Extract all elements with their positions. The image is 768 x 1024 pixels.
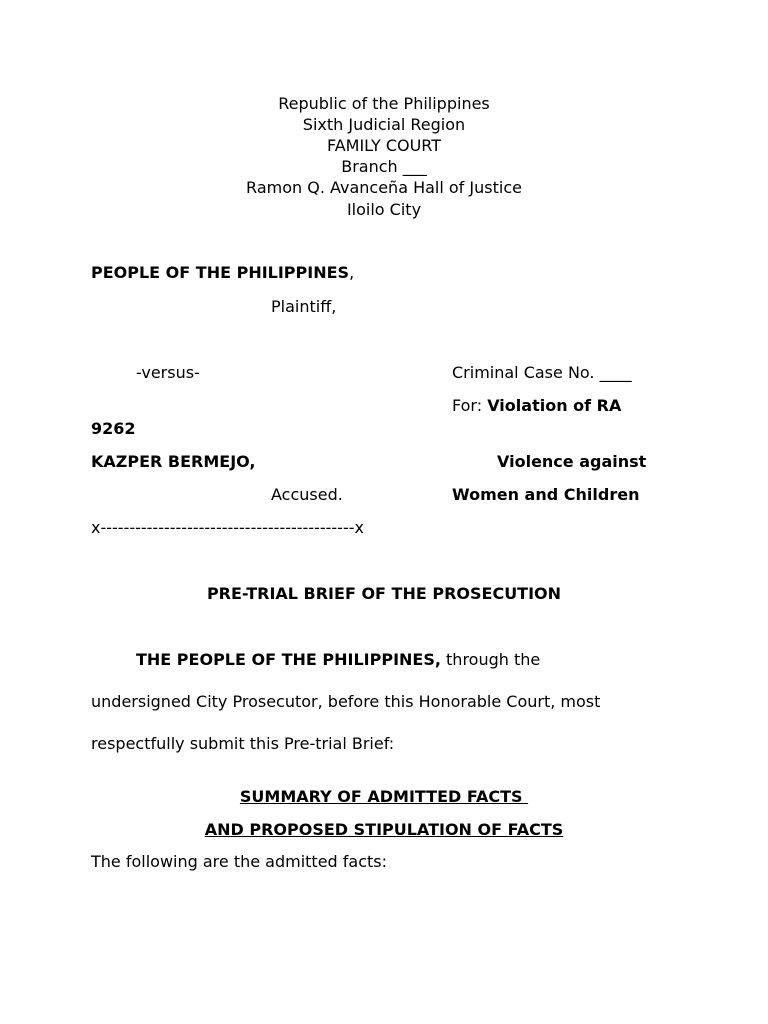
for-label: For: <box>452 396 488 415</box>
header-republic: Republic of the Philippines <box>278 94 490 113</box>
accused-name: KAZPER BERMEJO, <box>91 452 256 471</box>
versus-text: -versus- <box>136 363 200 382</box>
section-heading-2-text: AND PROPOSED STIPULATION OF FACTS <box>204 820 564 839</box>
offense-wrap: 9262 <box>91 419 136 438</box>
header-region: Sixth Judicial Region <box>302 115 466 134</box>
offense-line3: Women and Children <box>452 485 640 504</box>
intro-line3: respectfully submit this Pre-trial Brief: <box>91 734 395 753</box>
header-hall: Ramon Q. Avanceña Hall of Justice <box>246 178 522 197</box>
intro-line1 <box>136 649 540 670</box>
offense-line1: Violation of RA <box>487 396 622 415</box>
offense-line <box>452 395 621 416</box>
header-city: Iloilo City <box>346 200 422 219</box>
plaintiff-role: Plaintiff, <box>271 297 337 316</box>
intro-bold-lead: THE PEOPLE OF THE PHILIPPINES, <box>136 650 441 669</box>
section-heading-1 <box>0 786 768 807</box>
case-number: Criminal Case No. ____ <box>452 363 632 382</box>
header-branch: Branch ___ <box>341 157 427 176</box>
plaintiff-comma: , <box>349 263 355 282</box>
intro-line2: undersigned City Prosecutor, before this Honorable Court, most <box>91 692 601 711</box>
section-lead: The following are the admitted facts: <box>91 852 388 871</box>
section-heading-2 <box>0 819 768 840</box>
plaintiff-name: PEOPLE OF THE PHILIPPINES <box>91 263 350 282</box>
accused-role: Accused. <box>271 485 343 504</box>
caption-separator: x--------------------------------------------x <box>91 518 364 537</box>
intro-rest: through the <box>440 650 541 669</box>
section-heading-1-text: SUMMARY OF ADMITTED FACTS <box>239 787 529 806</box>
offense-line2: Violence against <box>497 452 647 471</box>
document-title: PRE-TRIAL BRIEF OF THE PROSECUTION <box>206 584 562 603</box>
header-court: FAMILY COURT <box>326 136 442 155</box>
plaintiff-line <box>91 262 354 283</box>
